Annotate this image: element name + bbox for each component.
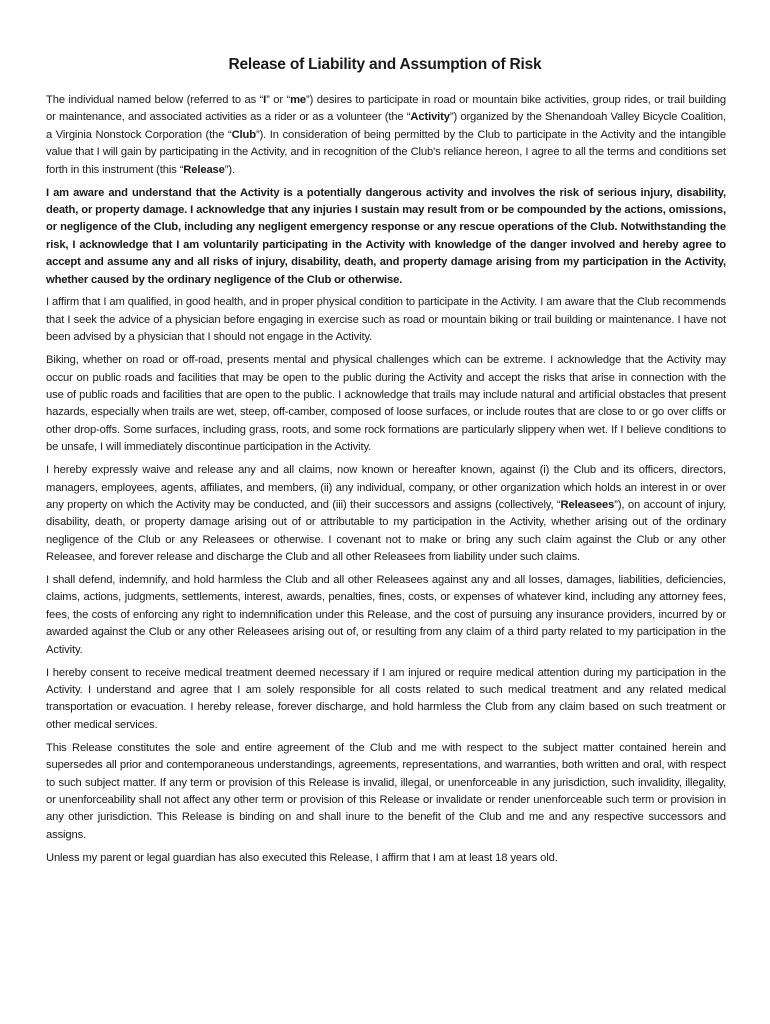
term-me: me bbox=[290, 94, 306, 106]
paragraph-indemnification: I shall defend, indemnify, and hold harmless the Club and all other Releasees against any and all losses, damages, liabilities, deficiencies, claims, actions, judgments, settlements, interest, awards, penalties, fines, costs, or expenses of whatever kind, including any attorney fees, fees, the costs of enforcing any right to indemnification under this Release, and the cost of pursuing any insurance providers, incurred by or awarded against the Club or any other Releasees arising out of, or resulting from any claim of a third party related to my participation in the Activity. bbox=[46, 574, 726, 656]
term-club: Club bbox=[231, 128, 256, 141]
term-release: Release bbox=[183, 163, 225, 176]
paragraph-assumption-of-risk: I am aware and understand that the Activity is a potentially dangerous activity and involves the risk of serious injury, disability, death, or property damage. I acknowledge that any injuries I sustain may result from or be compounded by the actions, omissions, or negligence of the Club, including any negligent emergency response or any rescue operations of the Club. Notwithstanding the risk, I acknowledge that I am voluntarily participating in the Activity with knowledge of the danger involved and hereby agree to accept and assume any and all risks of injury, disability, death, and property damage arising from my participation in the Activity, whether caused by the ordinary negligence of the Club or otherwise. bbox=[46, 186, 726, 286]
intro-text-2: ” or “ bbox=[266, 94, 291, 106]
paragraph-introduction bbox=[46, 92, 726, 179]
document-title: Release of Liability and Assumption of Risk bbox=[228, 56, 542, 73]
paragraph-medical-consent: I hereby consent to receive medical treatment deemed necessary if I am injured or require medical attention during my participation in the Activity. I understand and agree that I am solely responsible for all costs related to such medical treatment and any related medical transportation or evacuation. I hereby release, forever discharge, and hold harmless the Club from any claim based on such treatment or other medical services. bbox=[46, 666, 726, 731]
term-releasees: Releasees bbox=[560, 498, 615, 511]
term-i: I bbox=[263, 94, 267, 106]
waiver-text-1: I hereby expressly waive and release any and all claims, now known or hereafter known, against (i) the Club and its officers, directors, managers, employees, agents, affiliates, and members, (ii) any individual, company, or other organization which holds an interest in or over any property on which the Activity may be conducted, and (iii) their successors and assigns (collectively, “ bbox=[46, 464, 726, 511]
paragraph-waiver-release bbox=[46, 462, 726, 566]
intro-text-6: ”). bbox=[224, 163, 235, 176]
document-body bbox=[46, 92, 726, 873]
paragraph-entire-agreement: This Release constitutes the sole and entire agreement of the Club and me with respect to the subject matter contained herein and supersedes all prior and contemporaneous understandings, agreements, representations, and warranties, both written and oral, with respect to such subject matter. If any term or provision of this Release is invalid, illegal, or unenforceable in any jurisdiction, such invalidity, illegality, or unenforceability shall not affect any other term or provision of this Release or invalidate or render unenforceable such term or provision in any other jurisdiction. This Release is binding on and shall inure to the benefit of the Club and me and any respective successors and assigns. bbox=[46, 741, 726, 841]
intro-text-1: The individual named below (referred to as “ bbox=[46, 94, 264, 106]
intro-text-5: ”). In consideration of being permitted by the Club to participate in the Activity and the intangible value that I will gain by participating in the Activity, and in recognition of the Club's reliance hereon, I agree to all the terms and conditions set forth in this instrument (this “ bbox=[46, 128, 726, 176]
intro-text-3: ”) desires to participate in road or mountain bike activities, group rides, or trail building or maintenance, and associated activities as a rider or as a volunteer (the “ bbox=[46, 94, 726, 124]
intro-text-4: ”) organized by the Shenandoah Valley Bicycle Coalition, a Virginia Nonstock Corporation (the “ bbox=[46, 111, 727, 141]
paragraph-biking-hazards: Biking, whether on road or off-road, presents mental and physical challenges which can be extreme. I acknowledge that the Activity may occur on public roads and facilities that may be open to the public during the Activity and accept the risks that arise in connection with the use of public roads and facilities that are open to the public. I acknowledge that trails may include natural and artificial obstacles that present hazards, especially when trails are wet, steep, off-camber, composed of loose surfaces, or include routes that are close to or go over cliffs or other drop-offs. Some surfaces, including grass, roots, and some rock formations are particularly slippery when wet. If I believe conditions to be unsafe, I will immediately discontinue participation in the Activity. bbox=[46, 354, 726, 454]
paragraph-health-affirmation: I affirm that I am qualified, in good health, and in proper physical condition to participate in the Activity. I am aware that the Club recommends that I seek the advice of a physician before engaging in exercise such as road or mountain biking or trail building or maintenance. I have not been advised by a physician that I should not engage in the Activity. bbox=[46, 296, 726, 344]
waiver-text-2: ”), on account of injury, disability, death, or property damage arising out of or attributable to my participation in the Activity, whether arising out of the ordinary negligence of the Club or any Releasees or otherwise. I covenant not to make or bring any such claim against the Club or any other Releasee, and forever release and discharge the Club and all other Releasees from liability under such claims. bbox=[46, 498, 726, 564]
term-activity: Activity bbox=[410, 111, 450, 124]
paragraph-age-affirmation: Unless my parent or legal guardian has also executed this Release, I affirm that I am at least 18 years old. bbox=[46, 851, 558, 864]
